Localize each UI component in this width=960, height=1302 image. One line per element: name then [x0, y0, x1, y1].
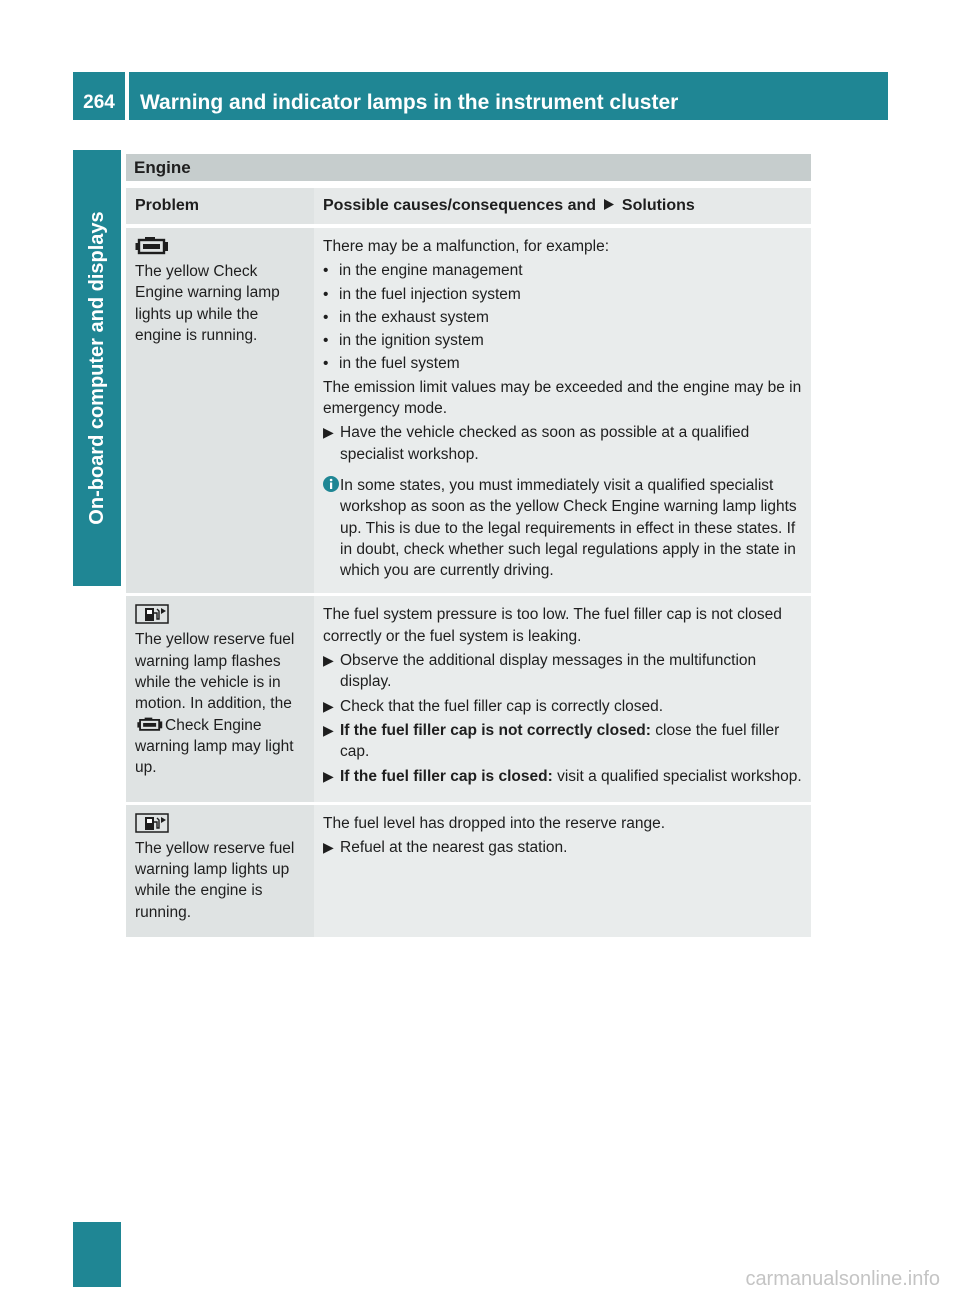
- action-step: ▶ Observe the additional display messages in the multifunction display.: [323, 652, 757, 691]
- cause-intro: The fuel level has dropped into the reserve range.: [323, 814, 666, 832]
- fuel-reserve-icon: [135, 813, 169, 833]
- problem-text: The yellow Check Engine warning lamp lights up while the engine is running.: [135, 263, 280, 344]
- page-number: 264: [83, 92, 115, 113]
- action-arrow-icon: ▶: [323, 652, 334, 669]
- chapter-thumb-tab: [73, 1222, 121, 1287]
- column-header-solutions-prefix: Possible causes/consequences and: [323, 197, 597, 214]
- column-header-solutions-suffix: Solutions: [621, 197, 695, 214]
- info-icon: [323, 476, 339, 492]
- table-row: [126, 595, 811, 803]
- action-step: ▶ If the fuel filler cap is not correctly closed: close the fuel filler cap.: [323, 721, 780, 761]
- consequence-text: The emission limit values may be exceeded and the engine may be in emergency mode.: [323, 378, 802, 418]
- problem-text: The yellow reserve fuel warning lamp lights up while the engine is running.: [135, 839, 295, 921]
- action-arrow-icon: ▶: [323, 839, 334, 856]
- check-engine-icon: [135, 236, 169, 256]
- solution-cell: [314, 803, 811, 937]
- list-item: • in the fuel system: [323, 355, 460, 373]
- cause-intro: There may be a malfunction, for example:: [323, 238, 610, 255]
- page-header-title: Warning and indicator lamps in the instrument cluster: [140, 91, 679, 114]
- cause-intro: The fuel system pressure is too low. The fuel filler cap is not closed correctly or the fuel system is leaking.: [323, 606, 782, 645]
- section-title-bar: [126, 154, 811, 181]
- check-engine-icon: [137, 716, 163, 733]
- action-arrow-icon: ▶: [323, 424, 334, 441]
- table-header-row: [126, 188, 811, 226]
- footer-watermark: carmanualsonline.info: [745, 1268, 940, 1290]
- solution-cell: [314, 226, 811, 595]
- action-arrow-icon: ▶: [323, 721, 334, 738]
- chapter-side-tab-label: On-board computer and displays: [86, 211, 108, 525]
- problem-cell: [126, 226, 314, 595]
- problem-text: The yellow reserve fuel warning lamp flashes while the vehicle is in motion. In addition, theCheck Engine warning lamp may light up.: [135, 631, 295, 777]
- table-row: [126, 226, 811, 595]
- list-item: • in the ignition system: [323, 332, 484, 350]
- column-header-problem: Problem: [126, 188, 314, 226]
- action-arrow-icon: [602, 198, 615, 211]
- header-divider: [125, 72, 129, 120]
- action-step: ▶ Refuel at the nearest gas station.: [323, 837, 804, 858]
- list-item: • in the engine management: [323, 262, 523, 280]
- action-step: ▶ If the fuel filler cap is closed: visit a qualified specialist workshop.: [323, 766, 804, 787]
- action-step: ▶ Check that the fuel filler cap is correctly closed.: [323, 696, 804, 717]
- action-arrow-icon: ▶: [323, 767, 334, 784]
- table-row: [126, 803, 811, 937]
- info-note: In some states, you must immediately visit a qualified specialist workshop as soon as the yellow Check Engine warning lamp lights up. This is due to the legal requirements in effect in these states. If in doubt, check whether such legal regulations apply in the state in which you are currently driving.: [323, 475, 804, 581]
- section-title: Engine: [134, 158, 191, 177]
- fuel-reserve-icon: [135, 604, 169, 624]
- list-item: • in the exhaust system: [323, 308, 489, 326]
- warning-lamp-table: [126, 188, 811, 937]
- list-item: • in the fuel injection system: [323, 285, 521, 303]
- action-arrow-icon: ▶: [323, 697, 334, 714]
- solution-cell: [314, 595, 811, 803]
- column-header-solutions: [314, 188, 811, 226]
- problem-cell: [126, 803, 314, 937]
- action-step: ▶ Have the vehicle checked as soon as possible at a qualified specialist workshop.: [323, 424, 750, 463]
- problem-cell: [126, 595, 314, 803]
